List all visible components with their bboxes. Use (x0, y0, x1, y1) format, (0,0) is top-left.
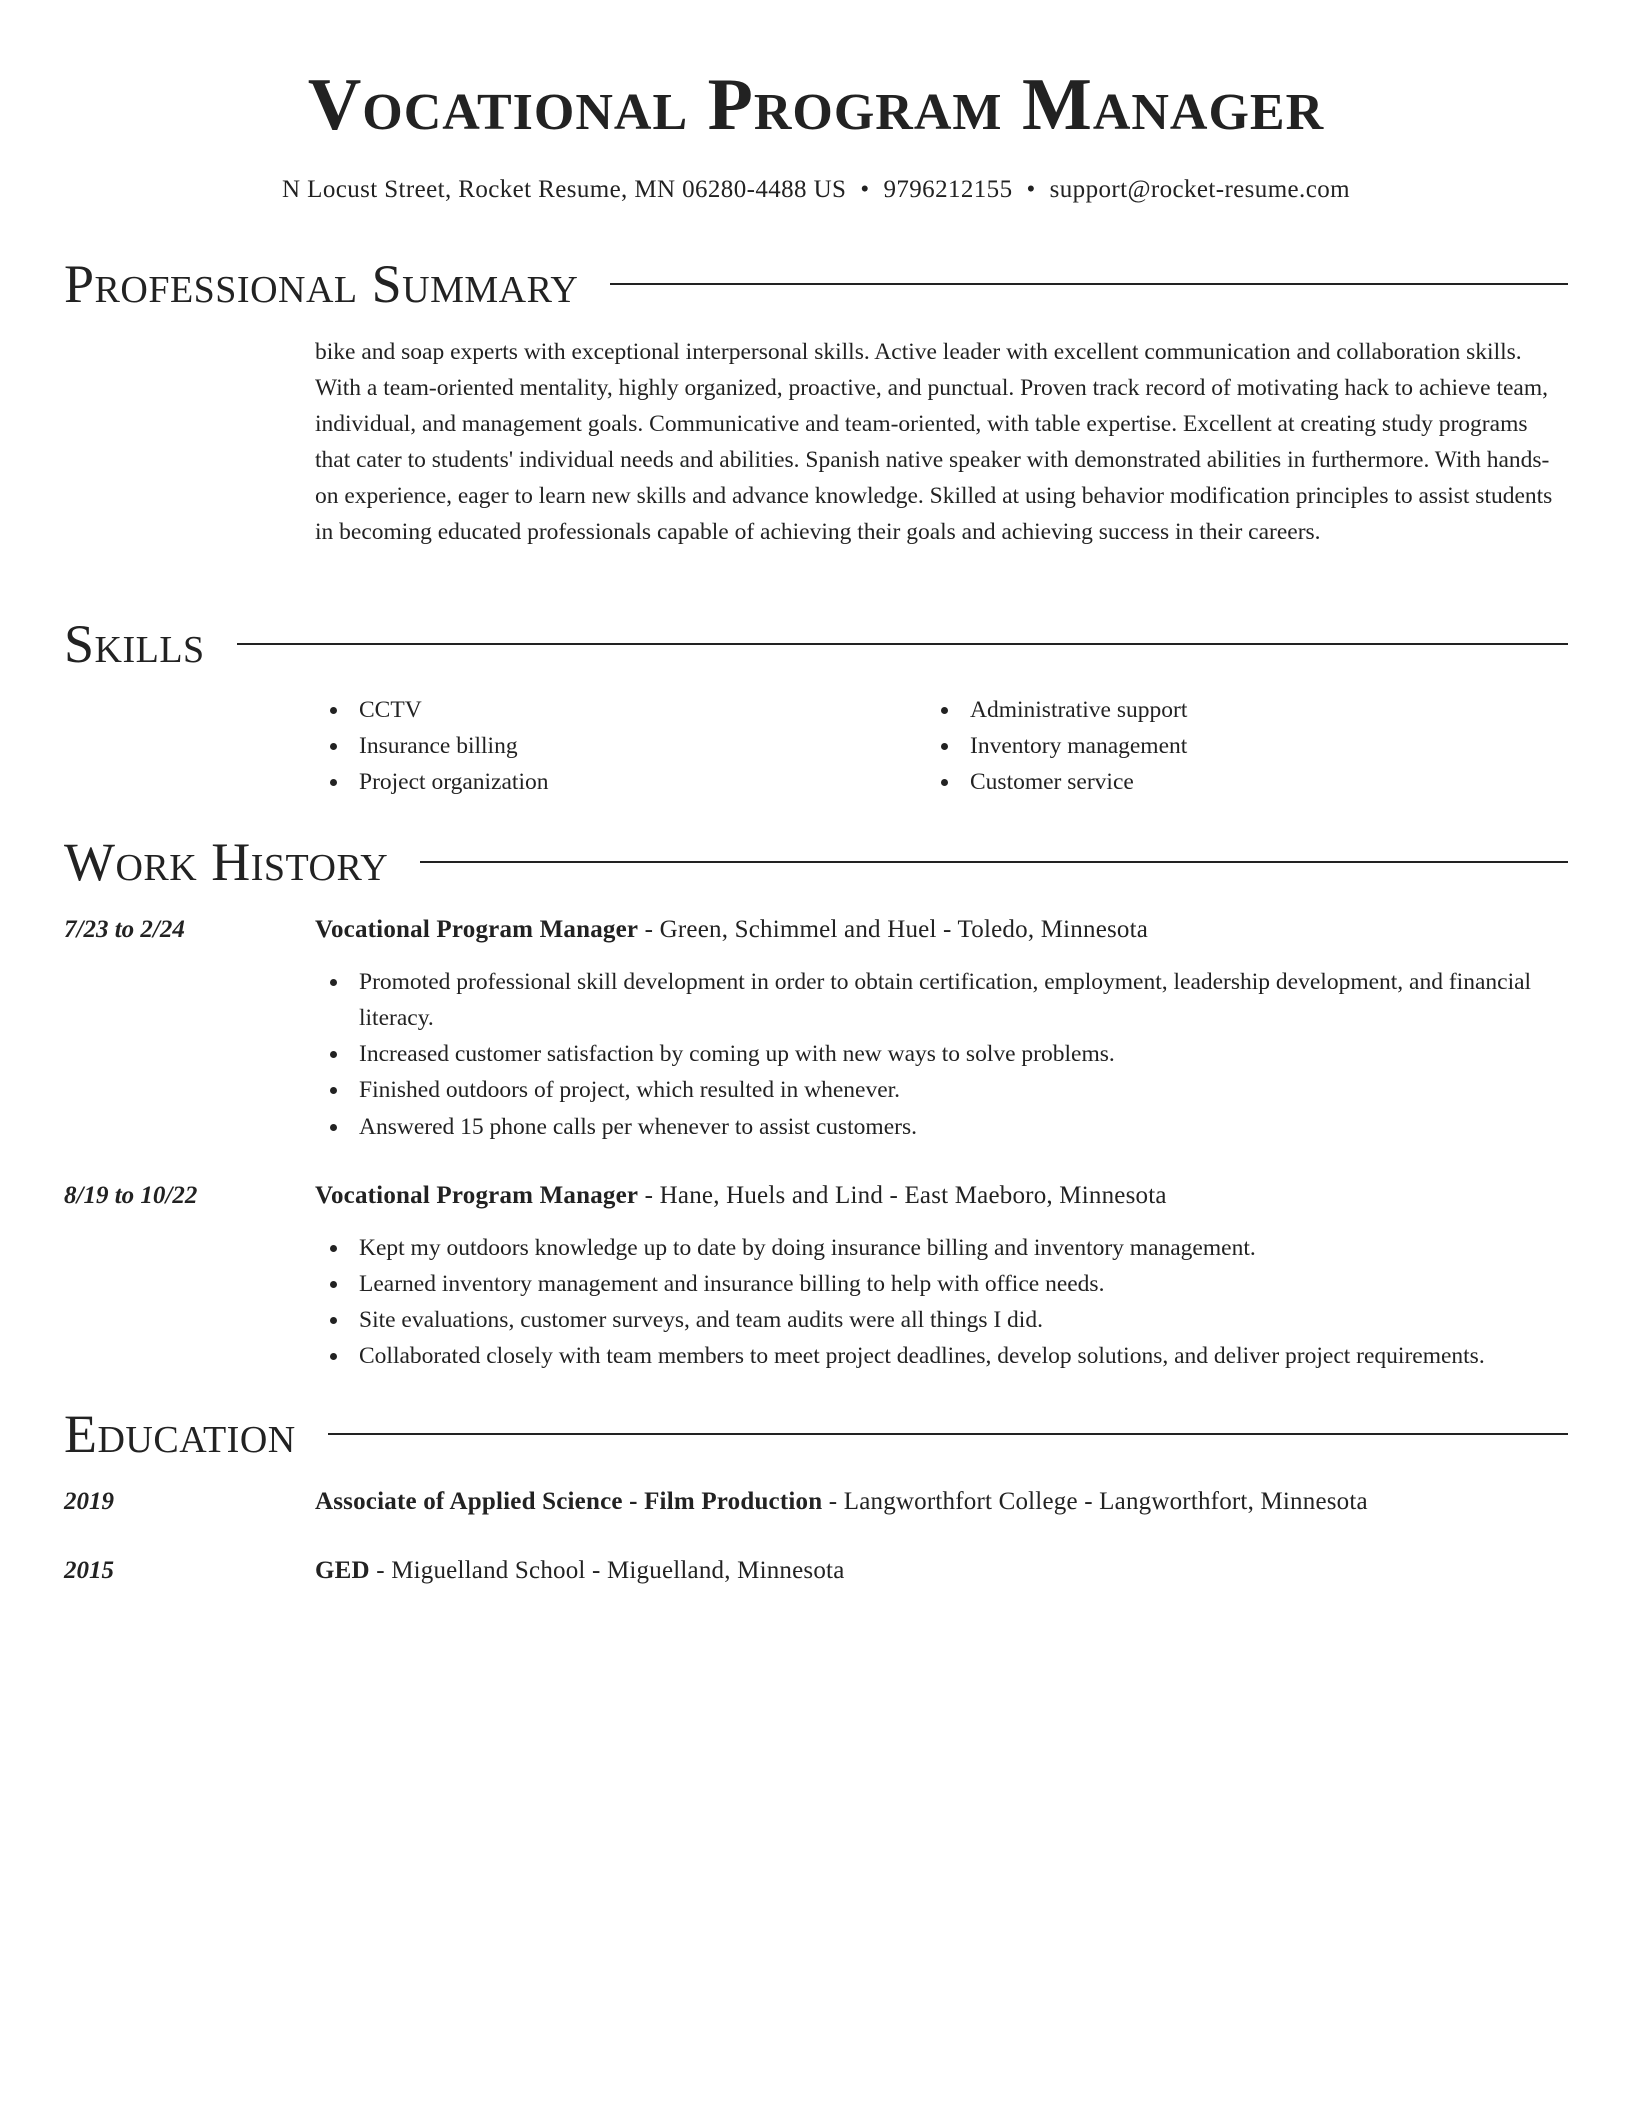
summary-text: bike and soap experts with exceptional interpersonal skills. Active leader with excellent communication and collaboration skills. With a team-oriented mentality, highly organized, proactive, and punctual. Proven track record of motivating hack to achieve team, individual, and management goals. Communicative and team-oriented, with table expertise. Excellent at creating study programs that cater to students' individual needs and abilities. Spanish native speaker with demonstrated abilities in furthermore. With hands-on experience, eager to learn new skills and advance knowledge. Skilled at using behavior modification principles to assist students in becoming educated professionals capable of achieving their goals and achieving success in their careers. (315, 339, 1553, 545)
phone-text: 9796212155 (883, 176, 1013, 203)
job-title: Vocational Program Manager (315, 1182, 639, 1209)
email-text: support@rocket-resume.com (1049, 176, 1350, 203)
resume-name-heading: Vocational Program Manager (307, 64, 1325, 146)
education-details: - Langworthfort College - Langworthfort, Minnesota (822, 1488, 1368, 1515)
education-details: - Miguelland School - Miguelland, Minnesota (369, 1557, 845, 1584)
job-bullet: Site evaluations, customer surveys, and team audits were all things I did. (315, 1302, 1568, 1338)
section-divider (420, 861, 1568, 863)
education-entry (315, 1553, 1568, 1589)
skill-item: Customer service (926, 764, 1526, 800)
job-heading (315, 1178, 1568, 1214)
education-section-header (64, 1402, 1568, 1466)
job-bullet: Answered 15 phone calls per whenever to assist customers. (315, 1109, 1568, 1145)
summary-section-title: Professional Summary (64, 254, 579, 314)
job-title: Vocational Program Manager (315, 916, 639, 943)
contact-line (64, 172, 1568, 208)
job-heading (315, 912, 1568, 948)
address-text: N Locust Street, Rocket Resume, MN 06280-4488 US (282, 176, 847, 203)
skills-section-header (64, 612, 1568, 676)
education-year: 2019 (64, 1488, 114, 1515)
separator-dot: • (860, 176, 870, 203)
job-bullet: Kept my outdoors knowledge up to date by doing insurance billing and inventory management. (315, 1230, 1568, 1266)
education-degree: GED (315, 1557, 370, 1584)
skill-item: Project organization (315, 764, 915, 800)
skill-item: Administrative support (926, 692, 1526, 728)
job-bullets (315, 964, 1568, 1145)
education-entry (315, 1484, 1568, 1520)
job-details: - Green, Schimmel and Huel - Toledo, Minnesota (638, 916, 1149, 943)
resume-page (64, 0, 1568, 2112)
job-bullet: Collaborated closely with team members to meet project deadlines, develop solutions, and deliver project requirements. (315, 1338, 1568, 1374)
work-section-title: Work History (64, 832, 389, 892)
skills-list-right (926, 692, 1526, 800)
job-bullet: Learned inventory management and insurance billing to help with office needs. (315, 1266, 1568, 1302)
job-bullet: Finished outdoors of project, which resulted in whenever. (315, 1072, 1568, 1108)
work-section-header (64, 830, 1568, 894)
job-bullet: Promoted professional skill development in order to obtain certification, employment, leadership development, and financial literacy. (315, 964, 1568, 1036)
education-year: 2015 (64, 1557, 114, 1584)
job-details: - Hane, Huels and Lind - East Maeboro, Minnesota (638, 1182, 1167, 1209)
section-divider (328, 1433, 1568, 1435)
skill-item: Insurance billing (315, 728, 915, 764)
skills-section-title: Skills (64, 614, 205, 674)
education-degree: Associate of Applied Science - Film Production (315, 1488, 823, 1515)
job-bullet: Increased customer satisfaction by coming up with new ways to solve problems. (315, 1036, 1568, 1072)
education-section-title: Education (64, 1404, 296, 1464)
skill-item: Inventory management (926, 728, 1526, 764)
section-divider (610, 283, 1568, 285)
separator-dot: • (1026, 176, 1036, 203)
skills-list-left (315, 692, 915, 800)
job-dates: 7/23 to 2/24 (64, 916, 185, 943)
summary-section-header (64, 252, 1568, 316)
section-divider (237, 643, 1568, 645)
job-bullets (315, 1230, 1568, 1374)
job-dates: 8/19 to 10/22 (64, 1182, 198, 1209)
skill-item: CCTV (315, 692, 915, 728)
